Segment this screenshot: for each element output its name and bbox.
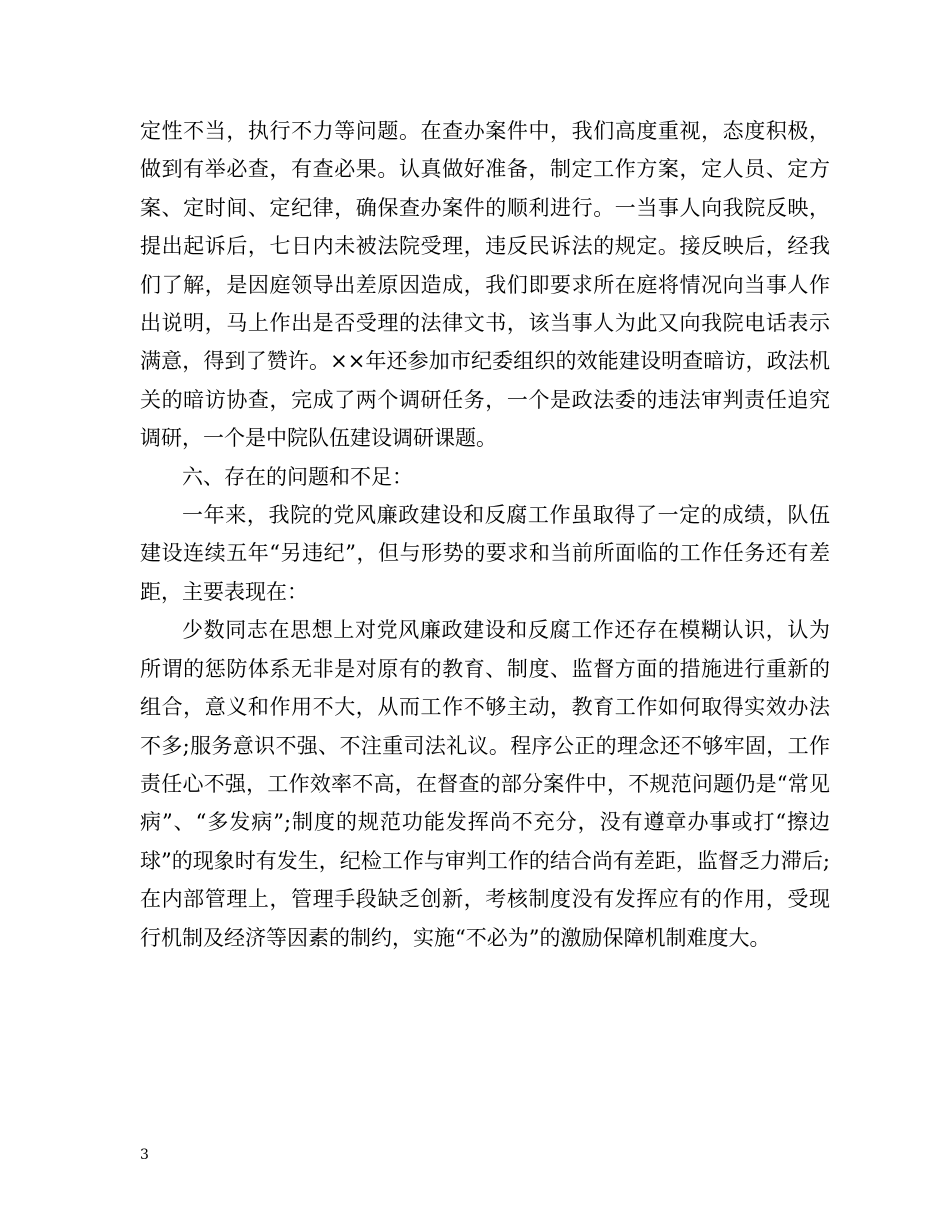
paragraph-year-summary: 一年来，我院的党风廉政建设和反腐工作虽取得了一定的成绩，队伍建设连续五年“另违纪”，但与形势的要求和当前所面临的工作任务还有差距，主要表现在： <box>140 503 830 604</box>
section-heading-problems: 六、存在的问题和不足： <box>182 464 413 489</box>
paragraph-shortcomings: 少数同志在思想上对党风廉政建设和反腐工作还存在模糊认识，认为所谓的惩防体系无非是对原有的教育、制度、监督方面的措施进行重新的组合，意义和作用不大，从而工作不够主动，教育工作如何取得实效办法不多;服务意识不强、不注重司法礼议。程序公正的理念还不够牢固，工作责任心不强，工作效率不高，在督查的部分案件中，不规范问题仍是“常见病”、“多发病”;制度的规范功能发挥尚不充分，没有遵章办事或打“擦边球”的现象时有发生，纪检工作与审判工作的结合尚有差距，监督乏力滞后;在内部管理上，管理手段缺乏创新，考核制度没有发挥应有的作用，受现行机制及经济等因素的制约，实施“不必为”的激励保障机制难度大。 <box>140 618 830 950</box>
document-body <box>140 112 830 957</box>
paragraph-case-handling: 定性不当，执行不力等问题。在查办案件中，我们高度重视，态度积极，做到有举必查，有查必果。认真做好准备，制定工作方案，定人员、定方案、定时间、定纪律，确保查办案件的顺利进行。一当事人向我院反映，提出起诉后，七日内未被法院受理，违反民诉法的规定。接反映后，经我们了解，是因庭领导出差原因造成，我们即要求所在庭将情况向当事人作出说明，马上作出是否受理的法律文书，该当事人为此又向我院电话表示满意，得到了赞许。××年还参加市纪委组织的效能建设明查暗访，政法机关的暗访协查，完成了两个调研任务，一个是政法委的违法审判责任追究调研，一个是中院队伍建设调研课题。 <box>140 119 830 451</box>
page-number: 3 <box>140 1147 149 1163</box>
